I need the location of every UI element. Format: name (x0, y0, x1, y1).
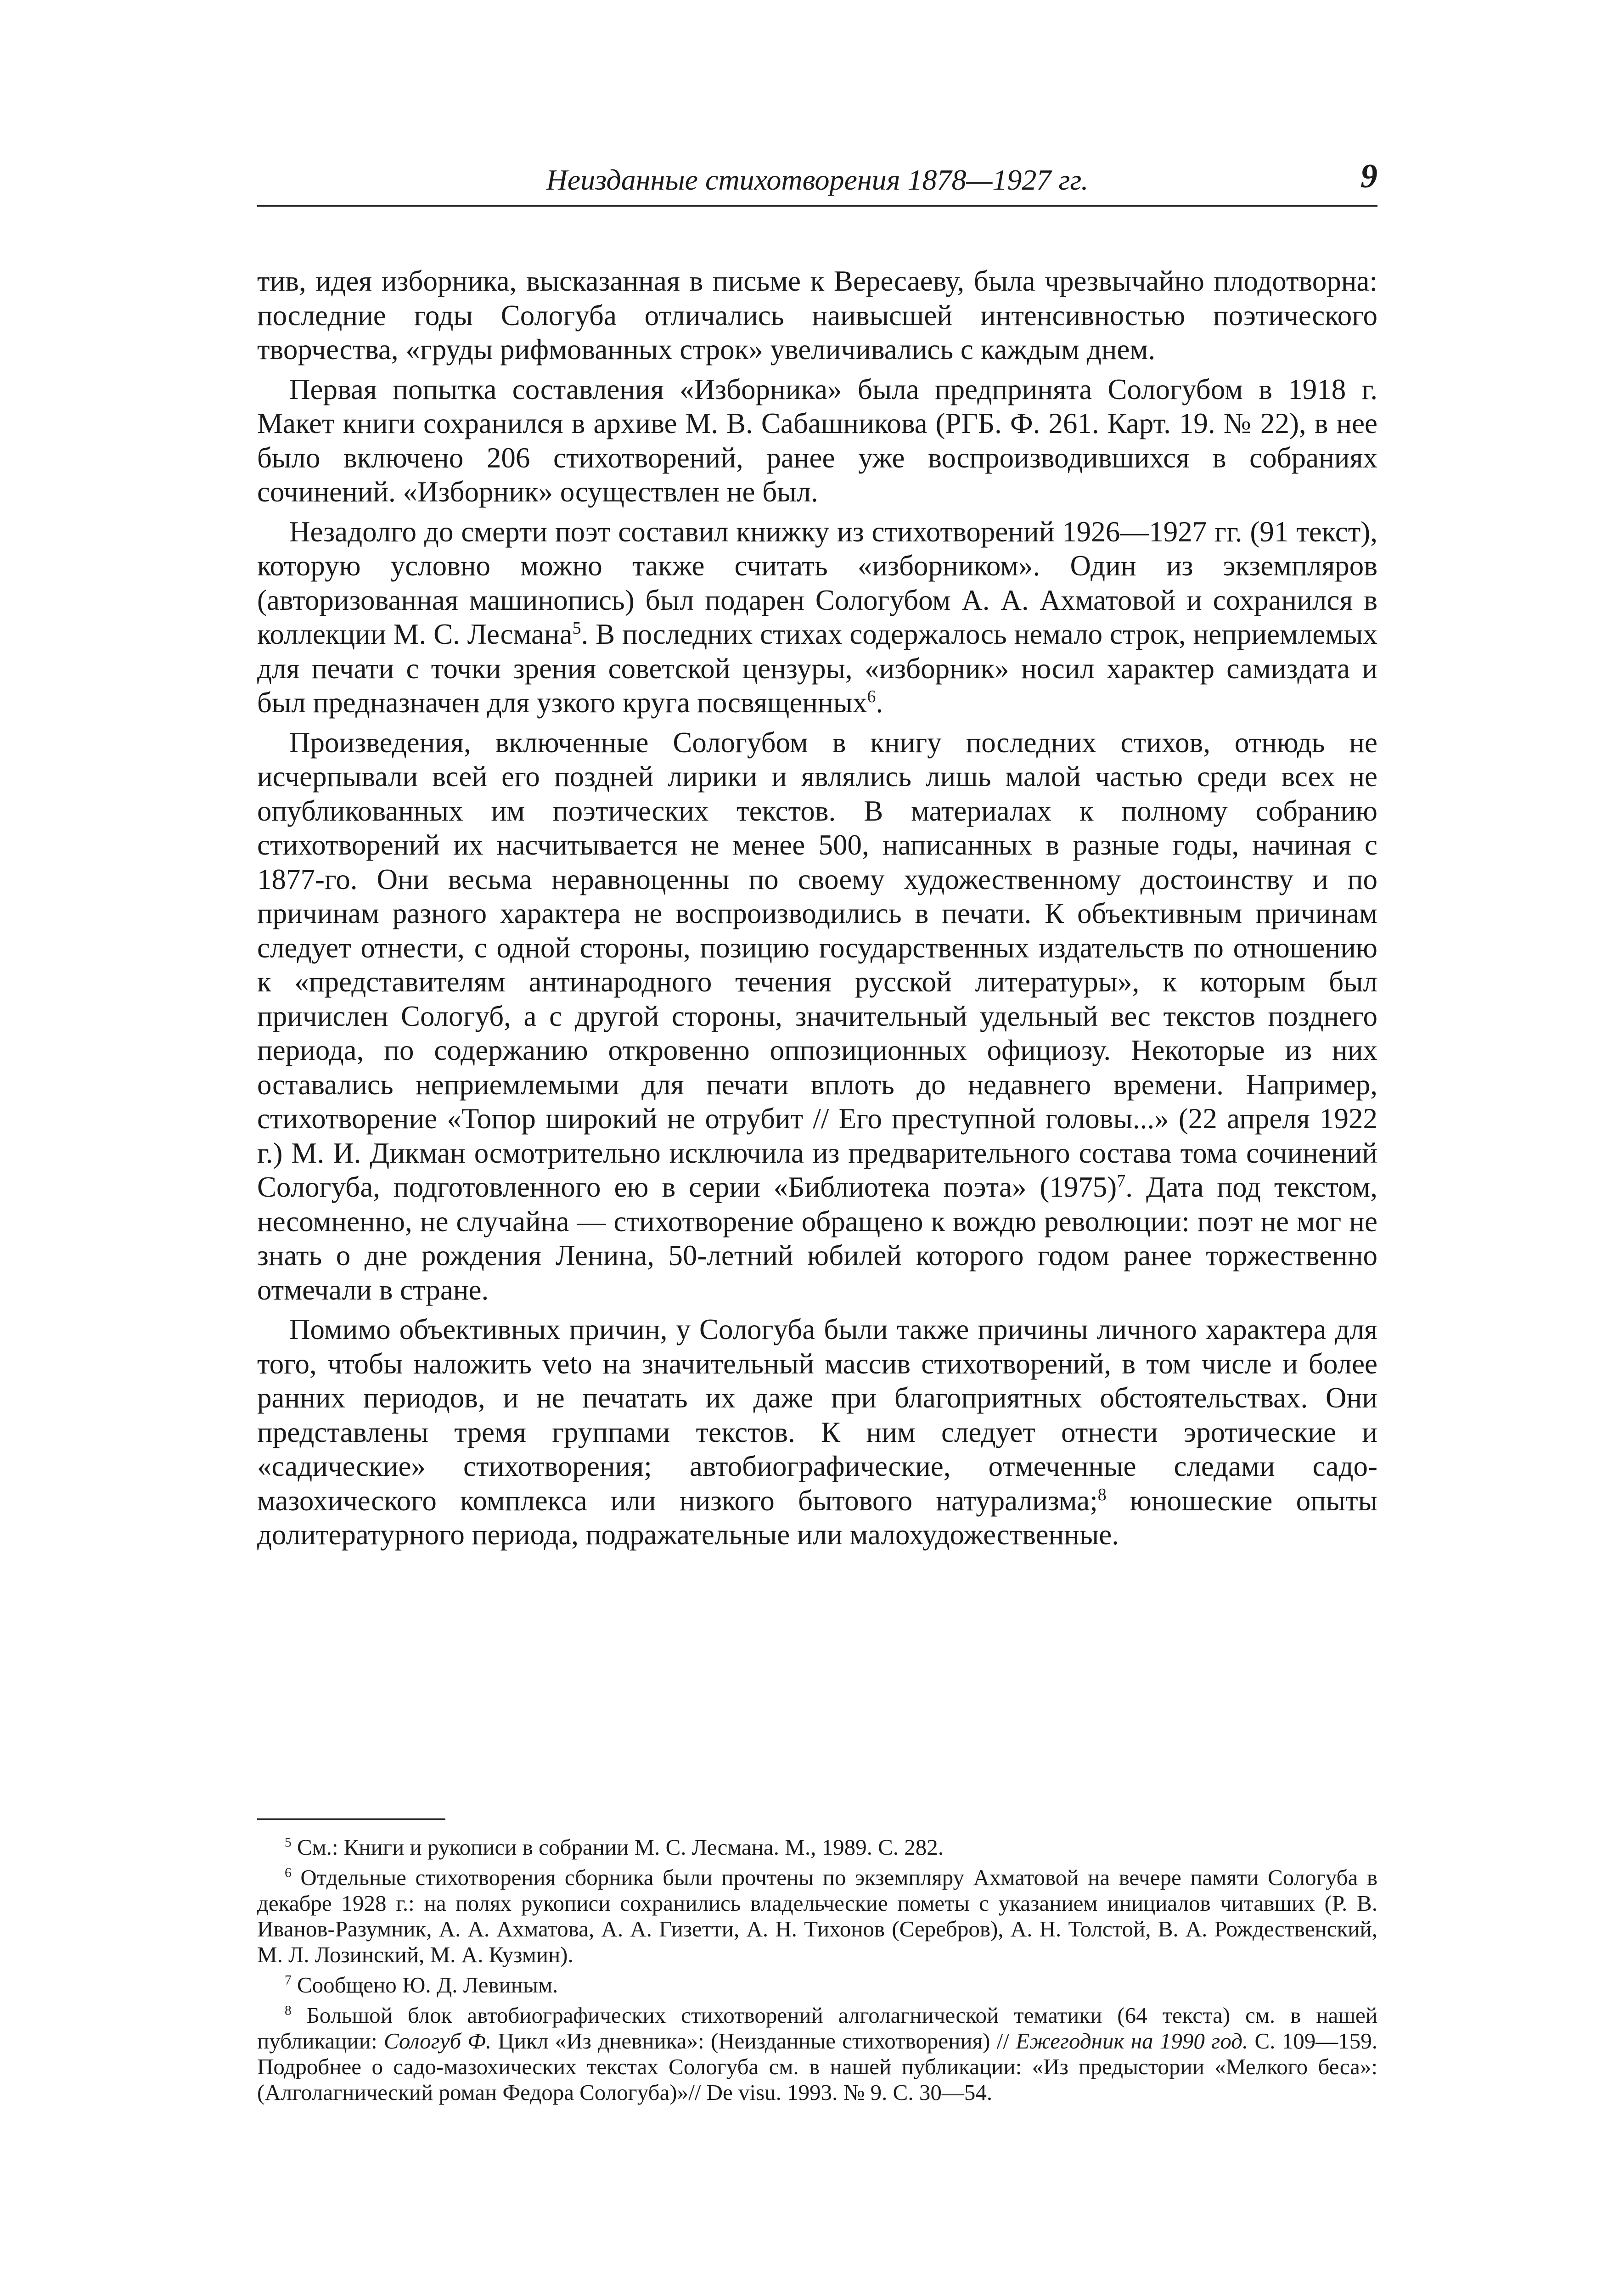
paragraph-5 (257, 1312, 1377, 1552)
paragraph-2-text: Первая попытка составления «Изборника» была предпринята Сологубом в 1918 г. Макет книги сохранился в архиве М. В. Сабашникова (РГБ. Ф. 261. Карт. 19. № 22), в нее было включено 206 стихотворений, ранее уже воспроизводившихся в собраниях сочинений. «Изборник» осуществлен не был. (257, 373, 1377, 508)
footnote-8-mark: 8 (285, 2003, 292, 2018)
footnote-8-text-b: Цикл «Из дневника»: (Неизданные стихотворения) // (491, 2028, 1016, 2054)
footnote-ref-8: 8 (1097, 1485, 1107, 1504)
footnote-7-mark: 7 (285, 1973, 292, 1988)
running-title: Неизданные стихотворения 1878—1927 гг. (546, 163, 1089, 196)
footnote-5-mark: 5 (285, 1835, 292, 1850)
footnote-8-text-c: С. 109—159. Подробнее о садо-мазохических текстах Сологуба см. в нашей публикации: «Из предыстории «Мелкого беса»: (Алголагнический роман Федора Сологуба)»// De visu. 1993. № 9. С. 30—54. (257, 2028, 1378, 2105)
paragraph-2 (257, 372, 1377, 509)
paragraph-5-text-cont: юношеские опыты долитературного периода, подражательные или малохудожественные. (257, 1484, 1377, 1551)
footnote-7-text: Сообщено Ю. Д. Левиным. (291, 1972, 558, 1998)
footnote-6-text: Отдельные стихотворения сборника были прочтены по экземпляру Ахматовой на вечере памяти Сологуба в декабре 1928 г.: на полях рукописи сохранились владельческие пометы с указанием инициалов читавших (Р. В. Иванов-Разумник, А. А. Ахматова, А. А. Гизетти, А. Н. Тихонов (Серебров), А. Н. Толстой, В. А. Рождественский, М. Л. Лозинский, М. А. Кузмин). (257, 1865, 1377, 1967)
running-header (257, 152, 1377, 207)
paragraph-4-text-cont: . Дата под текстом, несомненно, не случайна — стихотворение обращено к вождю революции: поэт не мог не знать о дне рождения Ленина, 50-летний юбилей которого годом ранее торжественно отмечали в стране. (257, 1171, 1377, 1306)
footnotes (257, 1835, 1377, 2110)
footnote-8 (257, 2003, 1377, 2105)
paragraph-3 (257, 515, 1377, 720)
footnote-rule (257, 1818, 445, 1820)
footnote-ref-6: 6 (867, 687, 876, 706)
paragraph-3-text-cont: . В последних стихах содержалось немало строк, неприемлемых для печати с точки зрения советской цензуры, «изборник» носил характер самиздата и был предназначен для узкого круга посвященных (257, 618, 1378, 719)
footnote-7 (257, 1972, 1377, 1998)
paragraph-4 (257, 726, 1377, 1307)
paragraph-3-end: . (876, 687, 883, 719)
paragraph-4-text: Произведения, включенные Сологубом в книгу последних стихов, отнюдь не исчерпывали всей его поздней лирики и являлись лишь малой частью среди всех не опубликованных им поэтических текстов. В материалах к полному собранию стихотворений их насчитывается не менее 500, написанных в разные годы, начиная с 1877-го. Они весьма неравноценны по своему художественному достоинству и по причинам разного характера не воспроизводились в печати. К объективным причинам следует отнести, с одной стороны, позицию государственных издательств по отношению к «представителям антинародного течения русской литературы», к которым был причислен Сологуб, а с другой стороны, значительный удельный вес текстов позднего периода, по содержанию откровенно оппозиционных официозу. Некоторые из них оставались неприемлемыми для печати вплоть до недавнего времени. Например, стихотворение «Топор широкий не отрубит // Его преступной головы...» (22 апреля 1922 г.) М. И. Дикман осмотрительно исключила из предварительного состава тома сочинений Сологуба, подготовленного ею в серии «Библиотека поэта» (1975) (257, 726, 1377, 1203)
footnote-8-text-a: Большой блок автобиографических стихотворений алголагнической тематики (64 текста) см. в нашей публикации: (257, 2003, 1377, 2054)
paragraph-5-text: Помимо объективных причин, у Сологуба были также причины личного характера для того, чтобы наложить veto на значительный массив стихотворений, в том числе и более ранних периодов, и не печатать их даже при благоприятных обстоятельствах. Они представлены тремя группами текстов. К ним следует отнести эротические и «садические» стихотворения; автобиографические, отмеченные следами садо-мазохического комплекса или низкого бытового натурализма; (257, 1313, 1377, 1517)
footnote-ref-7: 7 (1117, 1171, 1126, 1191)
header-rule (257, 205, 1377, 207)
page-number: 9 (1360, 158, 1377, 195)
footnote-8-author: Сологуб Ф. (383, 2028, 492, 2054)
footnote-6-mark: 6 (285, 1865, 292, 1880)
footnote-5 (257, 1835, 1377, 1860)
paragraph-1 (257, 264, 1377, 367)
footnote-6 (257, 1865, 1377, 1968)
footnote-5-text: См.: Книги и рукописи в собрании М. С. Лесмана. М., 1989. С. 282. (291, 1835, 944, 1860)
main-text (257, 264, 1377, 1558)
footnote-8-yearbook: Ежегодник на 1990 год. (1016, 2028, 1248, 2054)
footnote-ref-5: 5 (572, 619, 581, 638)
paragraph-3-text: Незадолго до смерти поэт составил книжку из стихотворений 1926—1927 гг. (91 текст), которую условно можно также считать «изборником». Один из экземпляров (авторизованная машинопись) был подарен Сологубом А. А. Ахматовой и сохранился в коллекции М. С. Лесмана (257, 515, 1377, 650)
paragraph-1-text: тив, идея изборника, высказанная в письме к Вересаеву, была чрезвычайно плодотворна: последние годы Сологуба отличались наивысшей интенсивностью поэтического творчества, «груды рифмованных строк» увеличивались с каждым днем. (257, 265, 1377, 366)
